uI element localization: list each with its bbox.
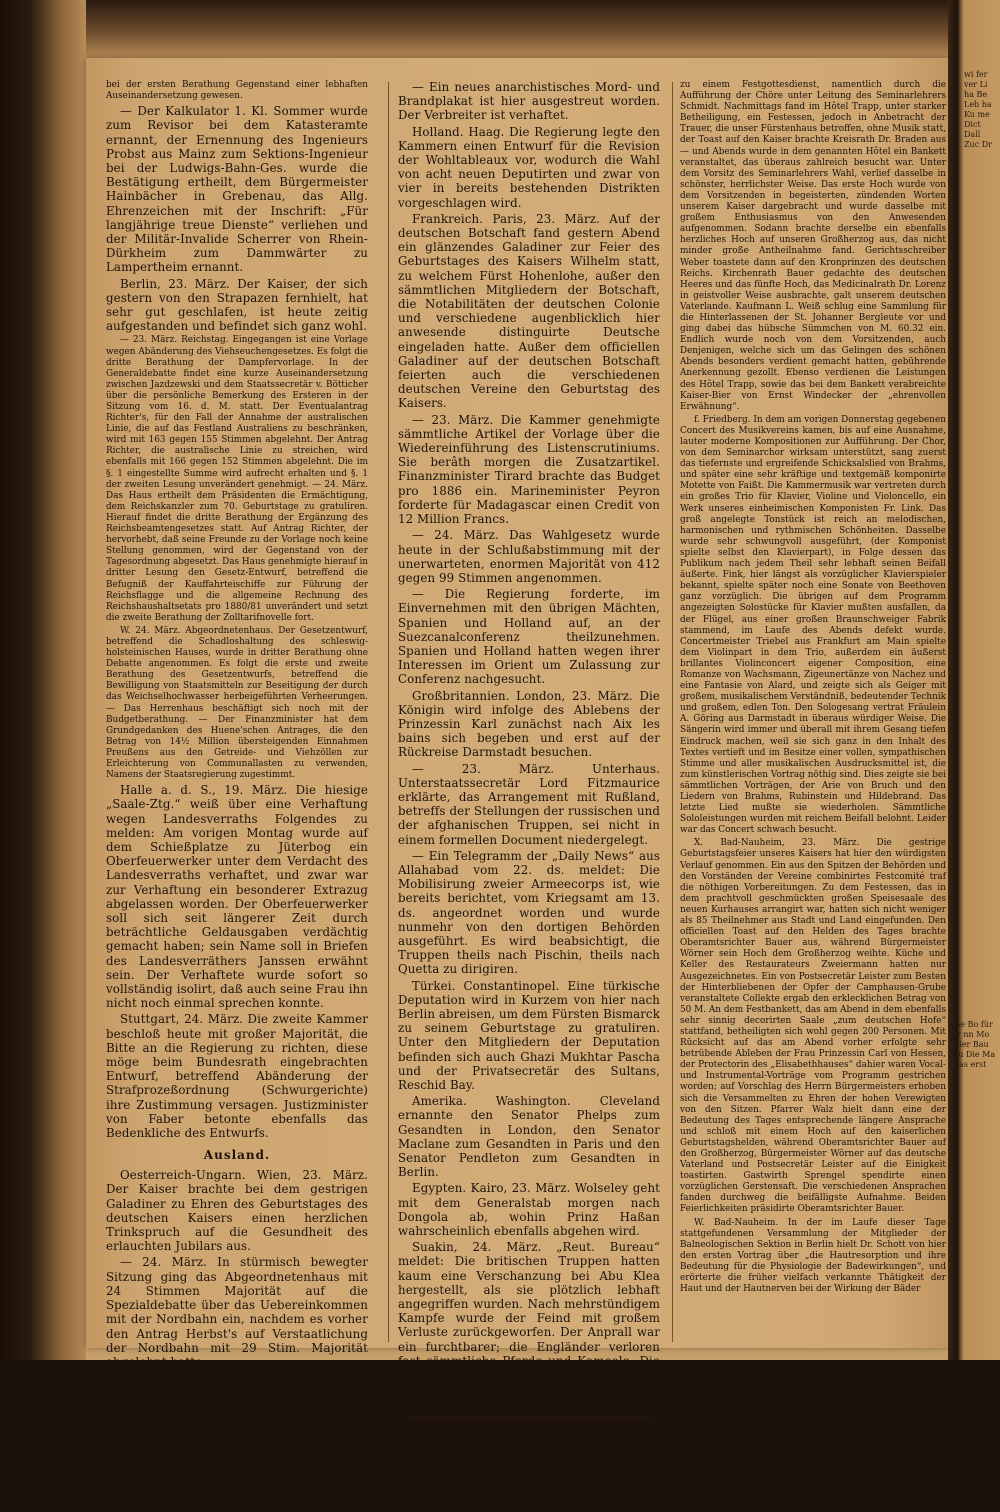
paragraph: — Die Regierung forderte, im Einvernehmen mit den übrigen Mächten, Spanien und Holland auf, an der Suezcanalconferenz theilzunehmen. Spanien und Holland hatten wegen ihrer Interessen im Orient um Zulassung zur Conferenz nachgesucht.: [398, 587, 660, 687]
paragraph: — 24. März. In stürmisch bewegter Sitzung ging das Abgeordnetenhaus mit 24 Stimmen Majorität auf die Spezialdebatte über das Uebereinkommen mit der Nordbahn ein, nachdem es vorher den Antrag Herbst's auf Verstaatlichung der Nordbahn mit 29 Stim. Majorität abgelehnt hatte.: [106, 1255, 368, 1369]
column-1: [106, 80, 368, 1457]
paragraph: Oesterreich-Ungarn. Wien, 23. März. Der Kaiser brachte bei dem gestrigen Galadiner zu Ehren des Geburtstages des deutschen Kaisers einen herzlichen Trinkspruch auf die Gesundheit des erlauchten Jubilars aus.: [106, 1168, 368, 1254]
paragraph: W. 24. März. Abgeordnetenhaus. Der Gesetzentwurf, betreffend die Schadloshaltung des schleswig-holsteinischen Hauses, wurde in dritter Berathung ohne Debatte angenommen. Es folgt die erste und zweite Berathung des Gesetzentwurfs, betreffend die Bewilligung von Staatsmitteln zur Beseitigung der durch das Weichselhochwasser herbeigeführten Verheerungen. — Das Herrenhaus beschäftigt sich noch mit der Budgetberathung. — Der Finanzminister hat dem Grundgedanken des Huene'schen Antrages, die den Betrag von 14½ Million übersteigenden Einnahmen Preußens aus den Getreide- und Viehzöllen zur Erleichterung von Communallasten zu verwenden, Namens der Staatsregierung zugestimmt.: [106, 625, 368, 781]
paragraph: bei der ersten Berathung Gegenstand einer lebhaften Auseinandersetzung gewesen.: [106, 80, 368, 102]
paragraph: Türkei. Constantinopel. Eine türkische Deputation wird in Kurzem von hier nach Berlin abreisen, um dem Fürsten Bismarck zu seinem Geburtstage zu gratuliren. Unter den Mitgliedern der Deputation befinden sich auch Ghazi Mukhtar Pascha und der Privatsecretär des Sultans, Reschid Bay.: [398, 978, 660, 1093]
section-heading-text: Aus Stadt und Land.: [451, 1425, 607, 1440]
section-heading-stadt-land: [398, 1426, 660, 1440]
paragraph: Stuttgart, 24. März. Die zweite Kammer beschloß heute mit großer Majorität, die Bitte an die Regierung zu richten, diese möge beim Bundesrath eingebrachten Entwurf, betreffend Abänderung der Strafprozeßordnung (Schwurgerichte) ihre Zustimmung versagen. Justizminister von Faber betonte ebenfalls das Bedenkliche des Entwurfs.: [106, 1012, 368, 1141]
paragraph: zu einem Festgottesdienst, namentlich durch die Aufführung der Chöre unter Leitung des Seminarlehrers Schmidt. Nachmittags fand im Hôtel Trapp, unter starker Betheiligung, ein Festessen, jedoch in Anbetracht der Trauer, die unser Fürstenhaus betroffen, ohne Musik statt, der Toast auf den Kaiser brachte Kreisrath Dr. Braden aus — und Abends wurde in dem genannten Hôtel ein Bankett veranstaltet, das überaus zahlreich besucht war. Unter dem Vorsitz des Seminarlehrers Wahl, verlief dasselbe in schönster, herrlichster Weise. Das erste Hoch wurde von dem Vorsitzenden in begeisterten, zündenden Worten unserem Kaiser dargebracht und wurde dasselbe mit großem Enthusiasmus von den Anwesenden aufgenommen. Sodann brachte derselbe ein ebenfalls herzliches Hoch auf unseren Großherzog aus, das nicht minder große Antheilnahme fand. Gerichtsschreiber Weber toastete dann auf den Kronprinzen des deutschen Reichs. Kirchenrath Bauer gedachte des deutschen Heeres und das fünfte Hoch, das Medicinalrath Dr. Lorenz in geistvoller Weise ausbrachte, galt unserem deutschen Vaterlande. Kaufmann L. Weiß schlug eine Sammlung für die Hinterlassenen der St. Johanner Bergleute vor und ging dabei das hübsche Sümmchen von M. 60.32 ein. Endlich wurde noch von dem Vorsitzenden, auch Denjenigen, welche sich um das Gelingen des schönen Abends besonders verdient gemacht hatten, gebührende Anerkennung gezollt. Ebenso verdienen die Leistungen des Hôtel Trapp, sowie das bei dem Bankett verabreichte Kaiser-Bier von Ernst Windecker der „ehrenvollen Erwähnung“.: [680, 80, 946, 412]
paragraph: Halle a. d. S., 19. März. Die hiesige „Saale-Ztg.“ weiß über eine Verhaftung wegen Landesverraths Folgendes zu melden: Am vorigen Montag wurde auf dem Schießplatze zu Jüterbog ein Oberfeuerwerker unter dem Verdacht des Landesverraths verhaftet, und zwar war zur Verhaftung ein besonderer Extrazug abgelassen worden. Der Oberfeuerwerker soll sich seit längerer Zeit durch beträchtliche Geldausgaben verdächtig gemacht haben; sein Name soll in Briefen des Landesverräthers Janssen erwähnt sein. Der Verhaftete wurde sofort so vollständig isolirt, daß auch seine Frau ihn nicht noch einmal sprechen konnte.: [106, 783, 368, 1011]
section-heading-ausland: [106, 1148, 368, 1162]
section-divider: [408, 1417, 650, 1418]
paragraph: — 24. März. Das Wahlgesetz wurde heute in der Schlußabstimmung mit der unerwarteten, enormen Majorität von 412 gegen 99 Stimmen angenommen.: [398, 528, 660, 585]
top-page-edge: [0, 0, 1000, 58]
paragraph: — 23. März. Die Kammer genehmigte sämmtliche Artikel der Vorlage über die Wiedereinführung des Listenscrutiniums. Sie berâth morgen die Zusatzartikel. Finanzminister Tirard brachte das Budget pro 1886 ein. Marineminister Peyron forderte für Madagascar einen Credit von 12 Million Francs.: [398, 412, 660, 527]
paragraph: Suakin, 24. März. „Reut. Bureau“ meldet: Die britischen Truppen hatten kaum eine Verschanzung bei Abu Klea hergestellt, als sie plötzlich lebhaft angegriffen wurden. Nach mehrstündigem Kampfe wurde der Feind mit großem Verluste zurückgeworfen. Der Anprall war ein furchtbarer; die Engländer verloren fast sämmtliche Pferde und Kameele. Die Verluste der Engländer an Truppen sind 6 Offiziere und 66 Mann todt, 6 Offiziere und 115 Mann verwundet, einige vermißt.: [398, 1240, 660, 1411]
paragraph: Großbritannien. London, 23. März. Die Königin wird infolge des Ablebens der Prinzessin Karl zunächst nach Aix les bains sich begeben und erst auf der Rückreise Darmstadt besuchen.: [398, 688, 660, 760]
paragraph: Amerika. Washington. Cleveland ernannte den Senator Phelps zum Gesandten in London, den Senator Maclane zum Gesandten in Paris und den Senator Pendleton zum Gesandten in Berlin.: [398, 1094, 660, 1180]
paragraph: X. Bad-Nauheim, 23. März. Die gestrige Geburtstagsfeier unseres Kaisers hat hier den würdigsten Verlauf genommen. Ein aus den Spitzen der Behörden und den Vorständen der Vereine combinirtes Festcomité traf die nöthigen Vorbereitungen. Zu dem Festessen, das in dem prachtvoll geschmückten großen Speisesaale des neuen Kurhauses arrangirt war, hatten sich nicht weniger als 85 Theilnehmer aus Stadt und Land eingefunden. Den officiellen Toast auf den Helden des Tages brachte Oberamtsrichter Bauer aus, während Bürgermeister Wörner sein Hoch dem Großherzog weihte. Küche und Keller des Restaurateurs Zweiermann hatten nur Ausgezeichnetes. Ein von Postsecretär Leister zum Besten der Hinterbliebenen der Opfer der Camphausen-Grube veranstaltete Collekte ergab den erklecklichen Betrag von 50 M. An dem Festbankett, das am Abend in dem ebenfalls sehr sinnig decorirten Saale „zum deutschen Hofe“ stattfand, betheiligten sich wohl gegen 200 Personen. Mit Rücksicht auf das am Abend vorher erfolgte sehr betrübende Ableben der Frau Prinzessin Carl von Hessen, der Protectorin des „Elisabethhauses“ dahier waren Vocal- und Instrumental-Vorträge vom Programm gestrichen worden; auf Vorschlag des Herrn Bürgermeisters erhoben sich die Versammelten zu Ehren der hohen Verewigten von den Sitzen. Pfarrer Walz hielt dann eine der Bedeutung des Tages entsprechende längere Ansprache und schloß mit einem Hoch auf den kaiserlichen Geburtstagshelden, während Oberamtsrichter Bauer auf den Großherzog, Bürgermeister Wörner auf das deutsche Vaterland und Postsecretär Leister auf die Einigkeit toastirten. Gastwirth Sprengel spendirte einen vorzüglichen Gerstensaft. Die verschiedenen Ansprachen fanden durchweg die beifälligste Aufnahme. Beiden Feierlichkeiten präsidirte Oberamtsrichter Bauer.: [680, 838, 946, 1215]
paragraph: Egypten. Kairo, 23. März. Wolseley geht mit dem Generalstab morgen nach Dongola ab, wohin Prinz Haßan wahrscheinlich ebenfalls abgehen wird.: [398, 1181, 660, 1239]
paragraph: f. Friedberg. In dem am vorigen Donnerstag gegebenen Concert des Musikvereins kamen, bis auf eine Ausnahme, lauter moderne Kompositionen zur Aufführung. Der Chor, von dem Seminarchor wirksam unterstützt, sang zuerst das tiefernste und ergreifende Schicksalslied von Brahms, und später eine sehr kräftige und textgemäß komponirte Motette von Faißt. Die Kammermusik war vertreten durch ein großes Trio für Klavier, Violine und Violoncello, ein Werk unseres einheimischen Komponisten Fr. Link. Das groß angelegte Tonstück ist reich an melodischen, harmonischen und rythmischen Schönheiten. Dasselbe wurde sehr schwungvoll ausgeführt, (der Komponist spielte selbst den Klavierpart), in Folge dessen das Publikum nach jedem Theil sehr lebhaft seinen Beifall äußerte. Fink, hier längst als vorzüglicher Klavierspieler bekannt, spielte später noch eine Sonate von Beethoven ganz vorzüglich. Die übrigen auf dem Programm angezeigten Solostücke für Klavier mußten ausfallen, da der Flügel, aus einer großen Braunschweiger Fabrik stammend, im Laufe des Abends defekt wurde. Concertmeister Triebel aus Frankfurt am Main spielte dem Violinpart in dem Trio, außerdem ein äußerst brillantes Violinconcert eigener Composition, eine Romanze von Wachsmann, Zigeunertänze von Nachez und eine Fantasie von Alard, und zeigte sich als Geiger mit großem, musikalischem Verständniß, bedeutender Technik und großem, edlen Ton. Den Sologesang vertrat Fräulein A. Göring aus Darmstadt in überaus würdiger Weise. Die Sängerin wird immer und überall mit ihrem Gesang tiefen Eindruck machen, weil sie sich ganz in den Inhalt des Textes vertieft und im Besitze einer vollen, sympathischen Stimme und aller musikalischen Ausdrucksmittel ist, die zum künstlerischen Vortrag nöthig sind. Dies zeigte sie bei sämmtlichen Vorträgen, der Arie von Bruch und den Liedern von Brahms, Rubinstein und Hildebrand. Das letzte Lied mußte sie wiederholen. Sämmtliche Sololeistungen wurden mit reichem Beifall belohnt. Leider war das Concert schwach besucht.: [680, 414, 946, 836]
paragraph: — 23. März. Reichstag. Eingegangen ist eine Vorlage wegen Abänderung des Viehseuchengesetzes. Es folgt die dritte Berathung der Dampfervorlage. In der Generaldebatte findet eine kurze Auseinandersetzung zwischen Jazdzewski und dem Staatssecretär v. Bötticher über die persönliche Bemerkung des Ersteren in der Sitzung vom 16. d. M. statt. Der Eventualantrag Richter's, für den Fall der Annahme der australischen Linie, die auf das Festland Australiens zu beschränken, wird mit 163 gegen 155 Stimmen abgelehnt. Der Antrag Richter, die australische Linie zu streichen, wird ebenfalls mit 166 gegen 152 Stimmen abgelehnt. Die im §. 1 eingestellte Summe wird aufrecht erhalten und §. 1 der zweiten Lesung unverändert genehmigt. — 24. März. Das Haus ertheilt dem Präsidenten die Ermächtigung, dem Reichskanzler zum 70. Geburtstage zu gratuliren. Hierauf findet die dritte Berathung der Ergänzung des Reichsbeamtengesetzes statt. Auf Antrag Richter, der hervorhebt, daß seine Freunde zu der Vorlage noch keine Stellung genommen, wird der Gegenstand von der Tagesordnung abgesetzt. Das Haus genehmigte hierauf in dritter Lesung den Gesetz-Entwurf, betreffend die Befugniß der Kauffahrteischiffe zur Führung der Reichsflagge und die allgemeine Rechnung des Reichshaushaltsetats pro 1880/81 unverändert und setzt die zweite Berathung der Zolltarifnovelle fort.: [106, 335, 368, 623]
paragraph: Berlin, 23. März. Der Kaiser, der sich gestern von den Strapazen fernhielt, hat sehr gut geschlafen, ist heute zeitig aufgestanden und befindet sich ganz wohl.: [106, 276, 368, 334]
paragraph: Schweiz. Bern, 23. März. Der Bundesrath lehnte die Anregung der Regierung von Argau ab, eine internationale Vereinbarung über die Maßnahmen gegen die Verbreitung von Thierseuchen anzubahnen.: [106, 1371, 368, 1457]
paragraph: — 23. März. Unterhaus. Unterstaatssecretär Lord Fitzmaurice erklärte, das Arrangement mit Rußland, betreffs der Stellungen der russischen und der afghanischen Truppen, sei nicht in einem formellen Document niedergelegt.: [398, 761, 660, 847]
paragraph: Holland. Haag. Die Regierung legte den Kammern einen Entwurf für die Revision der Wohltableaux vor, wodurch die Wahl von acht neuen Deputirten und zwar von vier in bereits bestehenden Distrikten vorgeschlagen wird.: [398, 124, 660, 210]
column-rule: [388, 82, 389, 1342]
column-2: [398, 80, 660, 1512]
facing-page-fragment: Ge Bo für w nn Mo hier Bau zu Die Ma das erst: [954, 1020, 996, 1069]
paragraph: d. Friedberg, 23. März. Die gestrige Kaiserfeier, der 88. Geburtstag des Kaisers, wurde, wie immer in unserer Stadt in einer festlichen, würdigen Weise begangen. Am Vormittag wurde in beiden Gottesdiensten in der Predigt auf den Geburtstag Bezug genommen und der Gottesdienst in der Stadtkirche gestaltete sich: [398, 1445, 660, 1512]
binding-shadow: [0, 0, 86, 1360]
facing-page-edge: [948, 0, 1000, 1360]
paragraph: — Ein Telegramm der „Daily News“ aus Allahabad vom 22. ds. meldet: Die Mobilisirung zweier Armeecorps ist, wie bereits berichtet, vom Kriegsamt am 13. ds. angeordnet worden und wurde nunmehr von den dortigen Behörden ausgeführt. Es wird beabsichtigt, die Truppen theils nach Pischin, theils nach Quetta zu dirigiren.: [398, 848, 660, 977]
paragraph: — Der Kalkulator 1. Kl. Sommer wurde zum Revisor bei dem Katasteramte ernannt, der Ernennung des Ingenieurs Probst aus Mainz zum Sektions-Ingenieur bei der Ludwigs-Bahn-Ges. wurde die Bestätigung ertheilt, dem Bürgermeister Hainbächer in Grebenau, das Allg. Ehrenzeichen mit der Inschrift: „Für langjährige treue Dienste“ verliehen und der Militär-Invalide Scherrer von Rhein-Dürkheim zum Dammwärter zu Lampertheim ernannt.: [106, 104, 368, 275]
paragraph: W. Bad-Nauheim. In der im Laufe dieser Tage stattgefundenen Versammlung der Mitglieder der Balneologischen Sektion in Berlin hielt Dr. Schott von hier den ersten Vortrag über „die Hautresorption und ihre Bedeutung für die Physiologie der Badewirkungen“, und erörterte die früher vielfach verkannte Thätigkeit der Haut und der Hautnerven bei der Wirkung der Bäder: [680, 1217, 946, 1295]
facing-page-fragment: wi fer ver Li ha Be Leb ha Ku me Dict Dall Zuc Dr: [964, 70, 992, 149]
paragraph: Frankreich. Paris, 23. März. Auf der deutschen Botschaft fand gestern Abend ein glänzendes Galadiner zur Feier des Geburtstages des Kaisers Wilhelm statt, zu welchem Fürst Hohenlohe, außer den sämmtlichen Mitgliedern der Botschaft, die Notabilitäten der deutschen Colonie und verschiedene augenblicklich hier anwesende distinguirte Deutsche eingeladen hatte. Außer dem officiellen Galadiner auf der deutschen Botschaft feierten auch die verschiedenen deutschen Vereine den Geburtstag des Kaisers.: [398, 211, 660, 411]
column-rule: [672, 82, 673, 1342]
section-heading-text: Ausland.: [203, 1148, 271, 1163]
paragraph: — Ein neues anarchistisches Mord- und Brandplakat ist hier ausgestreut worden. Der Verbreiter ist verhaftet.: [398, 80, 660, 123]
column-3: [680, 80, 946, 1345]
